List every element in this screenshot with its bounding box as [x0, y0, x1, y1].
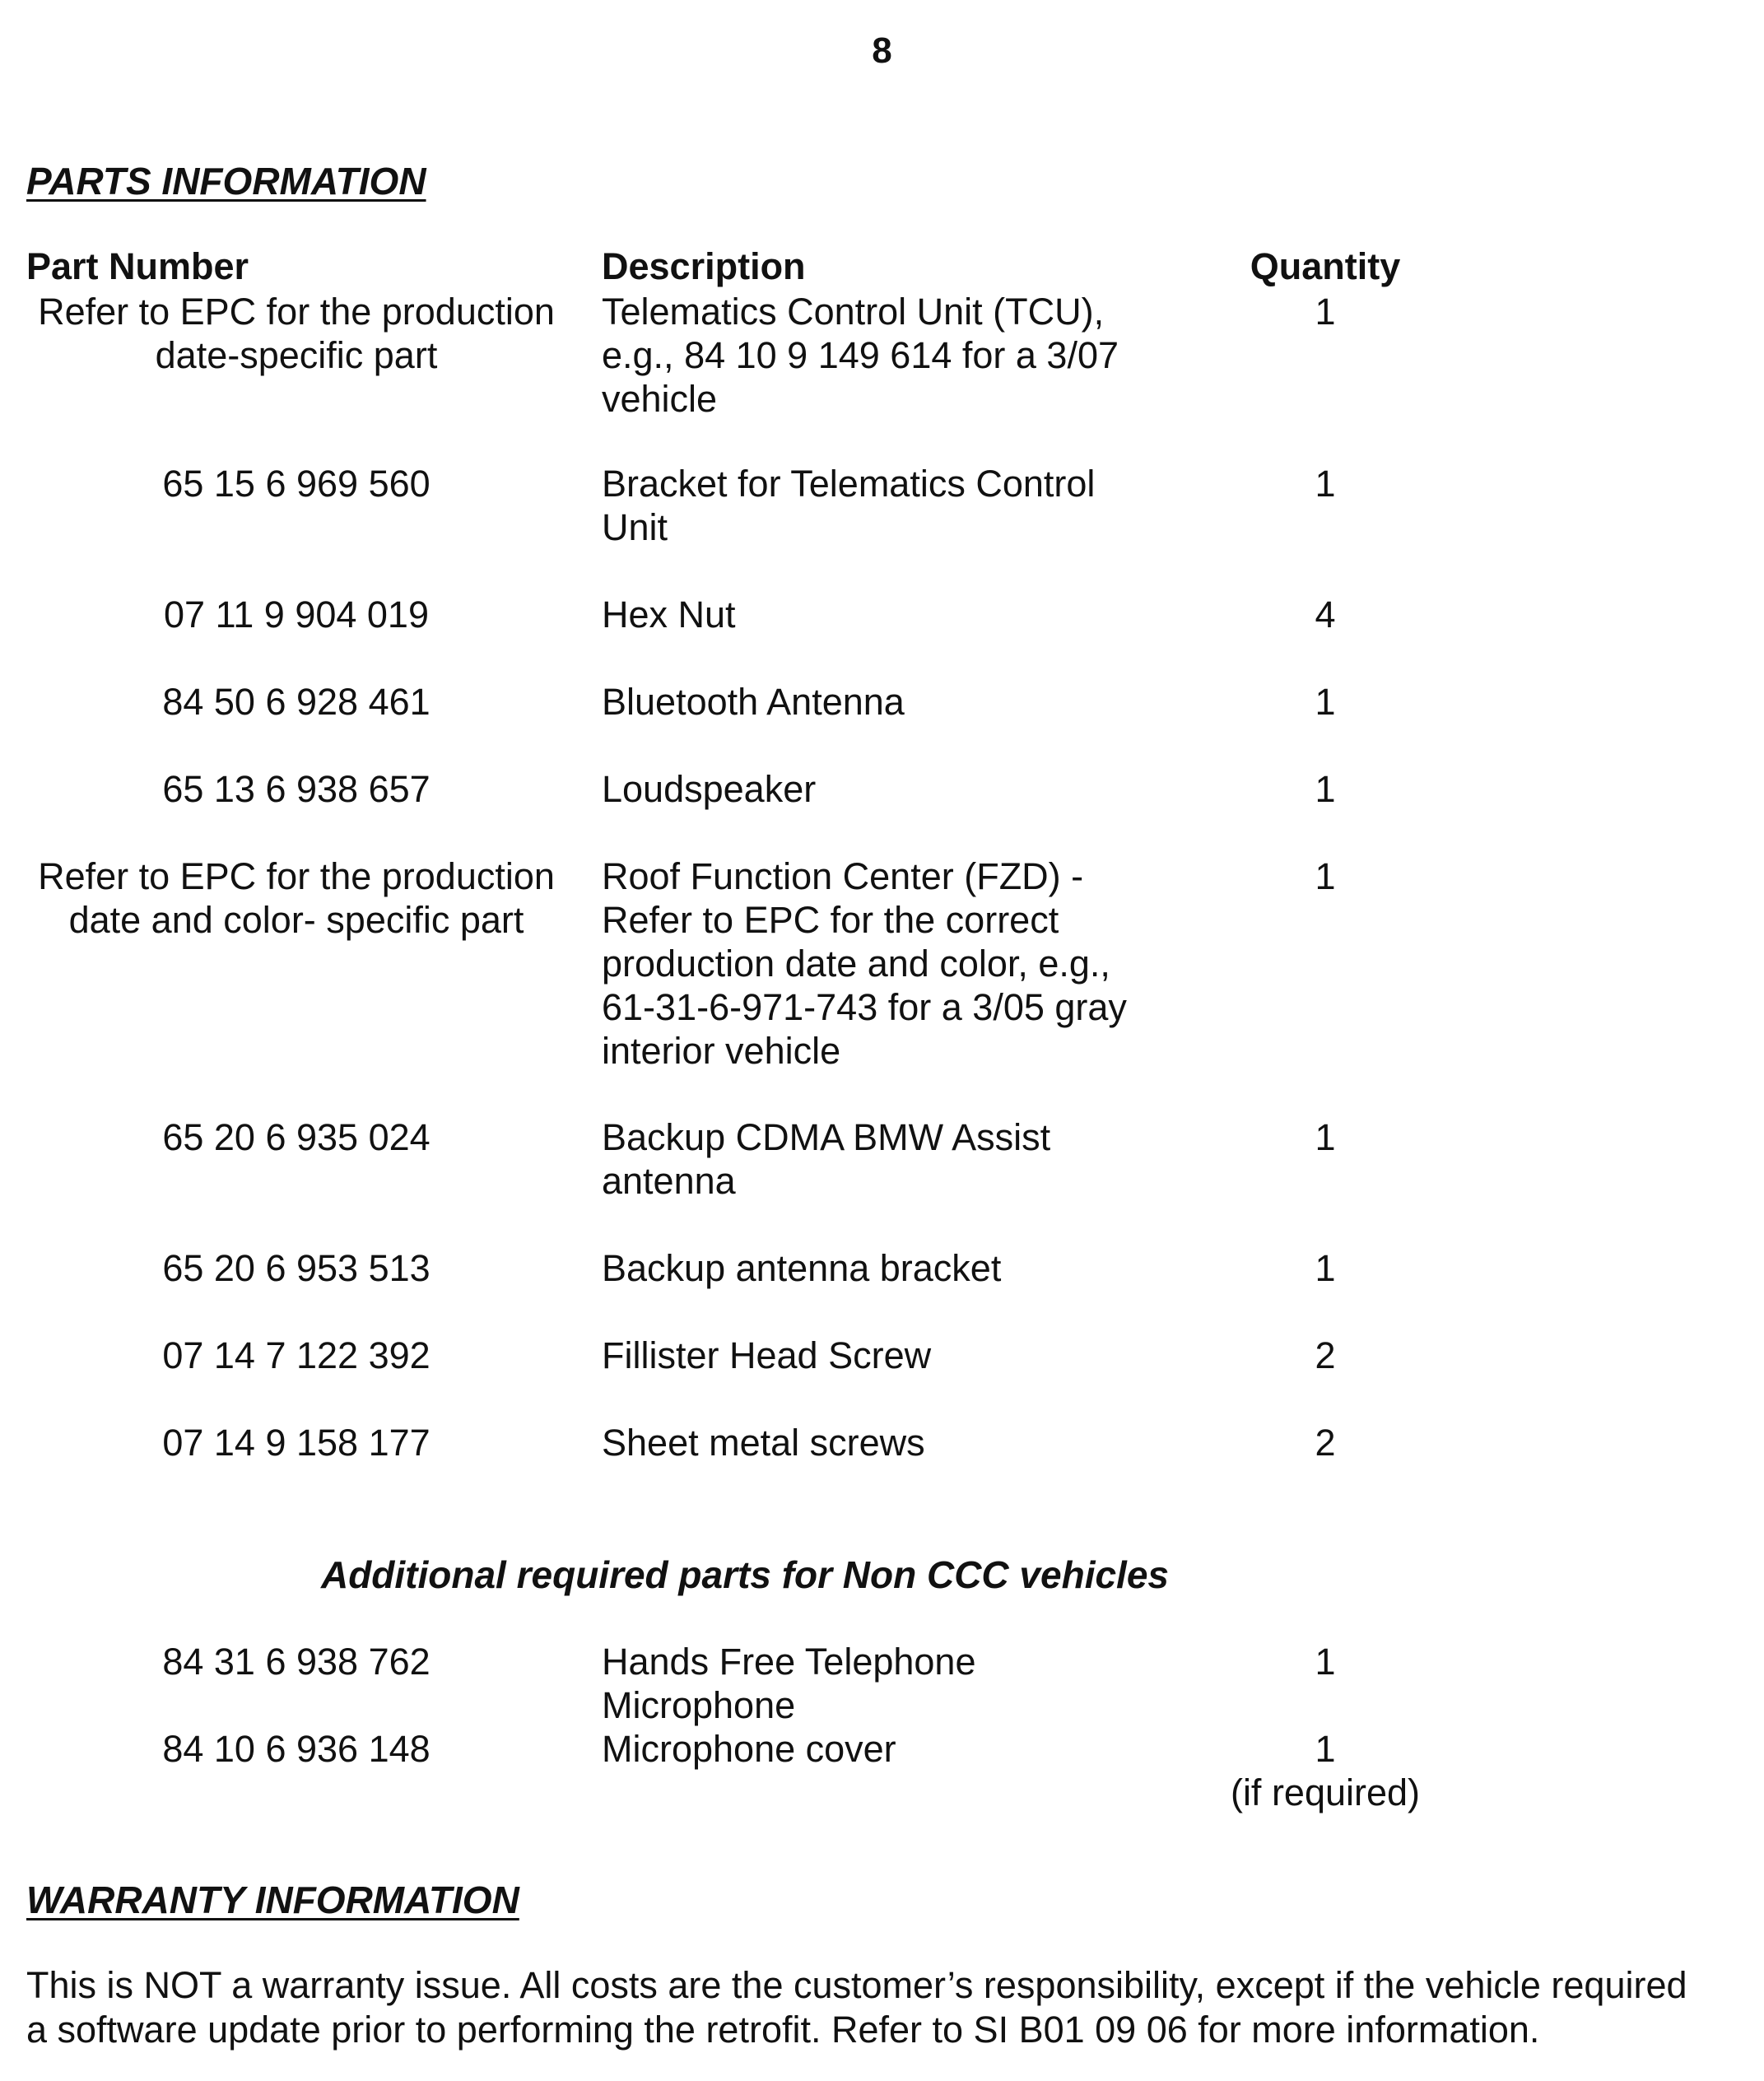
part-number-cell: [25, 854, 568, 942]
quantity-line: 4: [1315, 594, 1336, 635]
description-cell: [602, 767, 1178, 811]
description-line: Loudspeaker: [602, 768, 817, 810]
warranty-paragraph: [26, 1963, 1755, 2052]
description-cell: [602, 593, 1178, 636]
quantity-cell: [1202, 290, 1449, 333]
description-cell: [602, 462, 1178, 549]
quantity-line: 1: [1315, 1641, 1336, 1683]
warranty-line: This is NOT a warranty issue. All costs are the customer’s responsibility, except if the vehicle required: [26, 1964, 1687, 2006]
quantity-line: 1: [1315, 1116, 1336, 1158]
quantity-line: 2: [1315, 1334, 1336, 1376]
description-cell: [602, 1421, 1178, 1464]
part-number-cell: [25, 1334, 568, 1377]
part-number-line: 65 15 6 969 560: [162, 463, 431, 505]
additional-parts-subheading: Additional required parts for Non CCC vehicles: [320, 1553, 1170, 1596]
description-cell: [602, 1246, 1178, 1290]
quantity-cell: [1202, 1334, 1449, 1377]
description-line: Telematics Control Unit (TCU),: [602, 291, 1105, 333]
description-line: interior vehicle: [602, 1030, 841, 1072]
description-line: Hex Nut: [602, 594, 736, 635]
quantity-line: 2: [1315, 1422, 1336, 1464]
quantity-line: 1: [1315, 291, 1336, 333]
description-cell: [602, 1334, 1178, 1377]
part-number-line: 07 11 9 904 019: [164, 594, 429, 635]
part-number-cell: [25, 767, 568, 811]
quantity-cell: [1202, 680, 1449, 724]
part-number-line: Refer to EPC for the production: [38, 855, 555, 897]
quantity-cell: [1202, 767, 1449, 811]
description-line: e.g., 84 10 9 149 614 for a 3/07: [602, 334, 1119, 376]
quantity-line: 1: [1315, 855, 1336, 897]
part-number-line: date and color- specific part: [68, 899, 524, 941]
part-number-line: 84 50 6 928 461: [162, 681, 431, 723]
part-number-cell: [25, 593, 568, 636]
part-number-cell: [25, 1421, 568, 1464]
part-number-line: 65 13 6 938 657: [162, 768, 431, 810]
part-number-line: 84 10 6 936 148: [162, 1728, 431, 1770]
quantity-cell: [1202, 1115, 1449, 1159]
quantity-line: 1: [1315, 463, 1336, 505]
description-line: Refer to EPC for the correct: [602, 899, 1059, 941]
quantity-cell: [1202, 462, 1449, 505]
quantity-line: 1: [1315, 1728, 1336, 1770]
description-line: Unit: [602, 506, 668, 548]
part-number-line: 84 31 6 938 762: [162, 1641, 431, 1683]
quantity-line: 1: [1315, 1247, 1336, 1289]
description-line: Hands Free Telephone: [602, 1641, 976, 1683]
description-line: Backup antenna bracket: [602, 1247, 1002, 1289]
warranty-information-heading: WARRANTY INFORMATION: [26, 1878, 519, 1921]
part-number-line: 07 14 9 158 177: [162, 1422, 431, 1464]
part-number-cell: [25, 1640, 568, 1683]
description-line: vehicle: [602, 378, 718, 420]
part-number-line: date-specific part: [155, 334, 438, 376]
quantity-cell: [1202, 1421, 1449, 1464]
part-number-line: 07 14 7 122 392: [162, 1334, 431, 1376]
description-cell: [602, 1727, 1178, 1771]
quantity-cell: [1202, 1246, 1449, 1290]
description-cell: [602, 680, 1178, 724]
description-cell: [602, 854, 1178, 1073]
part-number-cell: [25, 1727, 568, 1771]
part-number-cell: [25, 1246, 568, 1290]
description-line: production date and color, e.g.,: [602, 943, 1110, 985]
quantity-cell: [1202, 593, 1449, 636]
quantity-line: (if required): [1230, 1771, 1421, 1813]
description-line: Microphone: [602, 1684, 796, 1726]
description-line: antenna: [602, 1160, 736, 1202]
column-header-quantity: Quantity: [1250, 245, 1401, 287]
parts-information-heading: PARTS INFORMATION: [26, 160, 426, 203]
description-line: Backup CDMA BMW Assist: [602, 1116, 1051, 1158]
page-number: 8: [872, 30, 892, 71]
part-number-cell: [25, 680, 568, 724]
description-line: Bracket for Telematics Control: [602, 463, 1096, 505]
quantity-line: 1: [1315, 768, 1336, 810]
quantity-line: 1: [1315, 681, 1336, 723]
column-header-description: Description: [602, 245, 806, 287]
warranty-line: a software update prior to performing the retrofit. Refer to SI B01 09 06 for more information.: [26, 2009, 1540, 2051]
part-number-cell: [25, 1115, 568, 1159]
description-line: Sheet metal screws: [602, 1422, 925, 1464]
description-cell: [602, 1640, 1178, 1727]
description-cell: [602, 1115, 1178, 1203]
part-number-cell: [25, 290, 568, 377]
quantity-cell: [1202, 1640, 1449, 1683]
part-number-line: 65 20 6 953 513: [162, 1247, 431, 1289]
description-line: Roof Function Center (FZD) -: [602, 855, 1084, 897]
column-header-part-number: Part Number: [26, 245, 249, 287]
part-number-line: Refer to EPC for the production: [38, 291, 555, 333]
description-line: Fillister Head Screw: [602, 1334, 932, 1376]
part-number-cell: [25, 462, 568, 505]
description-line: 61-31-6-971-743 for a 3/05 gray: [602, 986, 1127, 1028]
description-line: Microphone cover: [602, 1728, 896, 1770]
description-cell: [602, 290, 1178, 421]
quantity-cell: [1202, 1727, 1449, 1814]
description-line: Bluetooth Antenna: [602, 681, 905, 723]
quantity-cell: [1202, 854, 1449, 898]
part-number-line: 65 20 6 935 024: [162, 1116, 431, 1158]
